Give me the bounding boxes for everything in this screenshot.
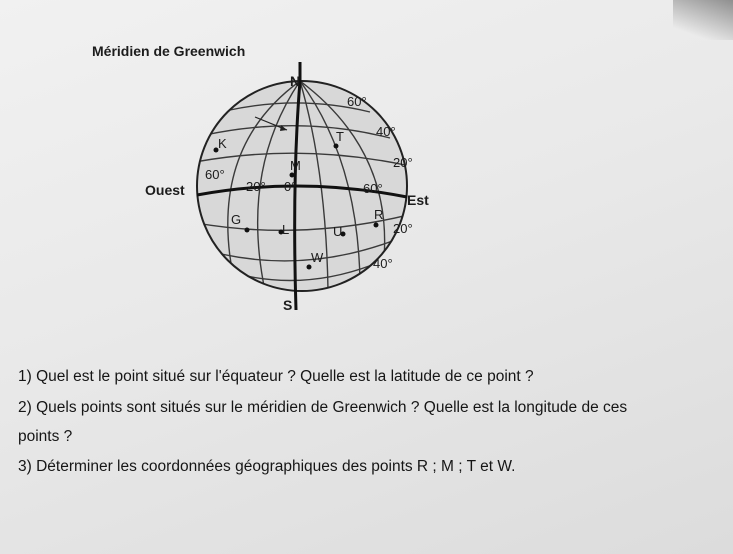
point-r-dot: [374, 223, 379, 228]
lat-label-60n: 60°: [347, 94, 367, 109]
point-w-dot: [307, 265, 312, 270]
meridian-title: Méridien de Greenwich: [92, 43, 246, 59]
lon-label-20w: 20°: [246, 179, 266, 194]
question-2-line-1: 2) Quels points sont situés sur le méridien de Greenwich ? Quelle est la longitude de ces: [18, 399, 628, 416]
point-m-label: M: [290, 158, 301, 173]
lat-label-40n: 40°: [376, 124, 396, 139]
lon-label-0: 0°: [284, 179, 297, 194]
point-t-label: T: [336, 129, 344, 144]
point-u-label: U: [333, 224, 343, 239]
point-w-label: W: [311, 250, 324, 265]
question-1: 1) Quel est le point situé sur l'équateur ? Quelle est la latitude de ce point ?: [18, 368, 534, 385]
point-t-dot: [334, 144, 339, 149]
point-k-label: K: [218, 136, 227, 151]
point-r-label: R: [374, 207, 384, 222]
west-label: Ouest: [145, 182, 185, 198]
question-3: 3) Déterminer les coordonnées géographiques des points R ; M ; T et W.: [18, 458, 516, 475]
point-l-label: L: [282, 222, 290, 237]
point-g-dot: [245, 228, 250, 233]
question-2-line-2: points ?: [18, 428, 73, 445]
north-label: N: [290, 73, 301, 89]
lat-label-40s: 40°: [373, 256, 393, 271]
point-m-dot: [290, 173, 295, 178]
east-label: Est: [407, 192, 429, 208]
south-label: S: [283, 297, 293, 313]
lon-label-60e: 60°: [363, 181, 383, 196]
point-g-label: G: [231, 212, 242, 227]
lat-label-20s: 20°: [393, 221, 413, 236]
lon-label-60w: 60°: [205, 167, 225, 182]
lat-label-20n: 20°: [393, 155, 413, 170]
